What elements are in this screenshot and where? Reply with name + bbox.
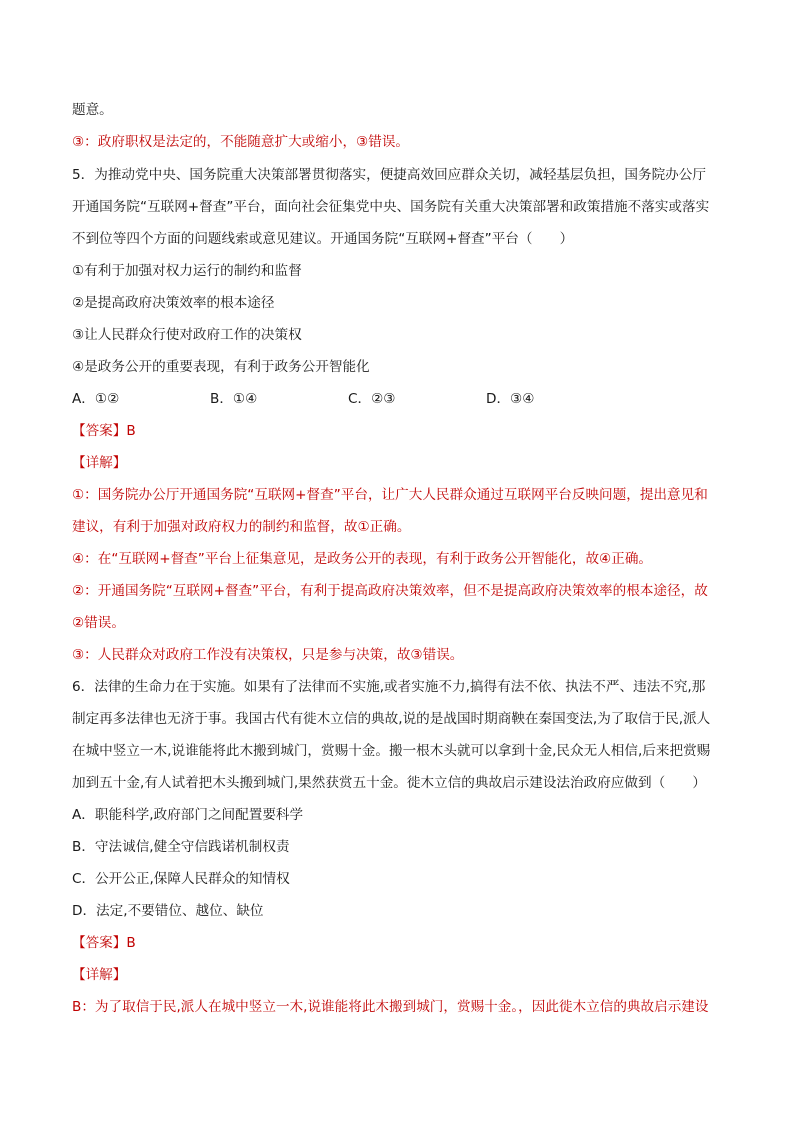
q5-option-4: ④是政务公开的重要表现，有利于政务公开智能化 [72, 359, 370, 375]
q5-detail-label: 【详解】 [72, 455, 127, 471]
q6-stem-line-3: 在城中竖立一木,说谁能将此木搬到城门，赏赐十金。搬一根木头就可以拿到十金,民众无人相信,后来把赏赐 [72, 743, 711, 759]
q6-answer: 【答案】B [72, 935, 136, 951]
prev-text-line: 题意。 [72, 102, 113, 118]
q5-explanation-line-2: 建议，有利于加强对政府权力的制约和监督，故①正确。 [72, 519, 411, 535]
q5-answer: 【答案】B [72, 423, 136, 439]
q5-stem-line-2: 开通国务院“互联网+督查”平台，面向社会征集党中央、国务院有关重大决策部署和政策措施不落实或落实 [72, 199, 710, 215]
q5-stem-line-1: 5．为推动党中央、国务院重大决策部署贯彻落实，便捷高效回应群众关切，减轻基层负担，国务院办公厅 [72, 167, 706, 183]
q6-stem-line-4: 加到五十金,有人试着把木头搬到城门,果然获赏五十金。徙木立信的典故启示建设法治政府应做到（ ） [72, 775, 706, 791]
q5-option-2: ②是提高政府决策效率的根本途径 [72, 295, 275, 311]
q5-choices [72, 389, 624, 409]
q6-explanation-line-1: B：为了取信于民,派人在城中竖立一木,说谁能将此木搬到城门，赏赐十金。，因此徙木立信的典故启示建设 [72, 999, 709, 1015]
q5-explanation-line-3: ④：在“互联网+督查”平台上征集意见，是政务公开的表现，有利于政务公开智能化，故④正确。 [72, 551, 653, 567]
q6-stem-line-2: 制定再多法律也无济于事。我国古代有徙木立信的典故,说的是战国时期商鞅在秦国变法,为了取信于民,派人 [72, 711, 711, 727]
q5-explanation-line-5: ②错误。 [72, 615, 125, 631]
q5-stem-line-3: 不到位等四个方面的问题线索或意见建议。开通国务院“互联网+督查”平台（ ） [72, 231, 574, 247]
q6-stem-line-1: 6．法律的生命力在于实施。如果有了法律而不实施,或者实施不力,搞得有法不依、执法不严、违法不究,那 [72, 679, 706, 695]
q6-option-a: A．职能科学,政府部门之间配置要科学 [72, 807, 304, 823]
q6-option-b: B．守法诚信,健全守信践诺机制权责 [72, 839, 290, 855]
q6-detail-label: 【详解】 [72, 967, 127, 983]
q5-option-3: ③让人民群众行使对政府工作的决策权 [72, 327, 302, 343]
q5-choice-c: C．②③ [348, 391, 396, 407]
q5-choice-d: D．③④ [486, 391, 535, 407]
q5-explanation-line-4: ②：开通国务院“互联网+督查”平台，有利于提高政府决策效率，但不是提高政府决策效率的根本途径，故 [72, 583, 708, 599]
q5-explanation-line-1: ①：国务院办公厅开通国务院“互联网+督查”平台，让广大人民群众通过互联网平台反映问题，提出意见和 [72, 487, 708, 503]
prev-explanation-line: ③：政府职权是法定的，不能随意扩大或缩小，③错误。 [72, 134, 410, 150]
q5-choice-a: A．①② [72, 391, 120, 407]
q5-choice-b: B．①④ [210, 391, 258, 407]
q6-option-d: D．法定,不要错位、越位、缺位 [72, 903, 264, 919]
q6-option-c: C．公开公正,保障人民群众的知情权 [72, 871, 290, 887]
q5-option-1: ①有利于加强对权力运行的制约和监督 [72, 263, 302, 279]
q5-explanation-line-6: ③：人民群众对政府工作没有决策权，只是参与决策，故③错误。 [72, 647, 464, 663]
